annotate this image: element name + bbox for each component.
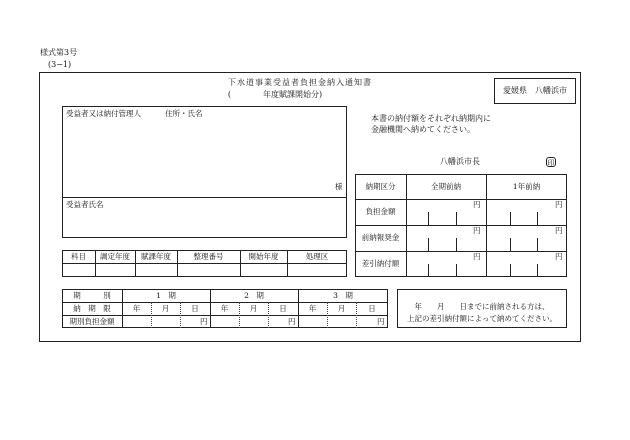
date-month: 月 [161, 304, 170, 313]
notice-line-2: 金融機関へ納めてください。 [371, 125, 475, 134]
yen-unit: 円 [555, 226, 563, 235]
installments-due-label: 納 期 限 [73, 304, 111, 313]
yen-unit: 円 [473, 200, 481, 209]
date-year: 年 [132, 304, 141, 313]
date-day: 日 [279, 304, 287, 313]
footer-note-line-2: 上記の差引納付額によって納めてください。 [407, 314, 557, 323]
form-title-sub: ( 年度賦課開始分) [227, 90, 323, 99]
installment-period-3: 3 期 [333, 291, 353, 300]
date-year: 年 [220, 304, 229, 313]
yen-unit: 円 [555, 200, 563, 209]
payment-col-header: 納期区分 [365, 182, 396, 191]
codes-header-start-year: 開始年度 [248, 252, 279, 261]
beneficiary-label: 受益者氏名 [66, 200, 104, 209]
date-year: 年 [308, 304, 317, 313]
yen-unit: 円 [377, 317, 385, 326]
form-number: 様式第3号 [40, 48, 78, 57]
date-month: 月 [249, 304, 258, 313]
payment-row-reward: 前納報奨金 [361, 233, 400, 242]
payer-honorific: 様 [335, 182, 343, 191]
installment-period-1: 1 期 [156, 291, 176, 300]
payment-col-full-prepay: 全期前納 [431, 182, 461, 191]
codes-header-district: 処理区 [305, 252, 329, 261]
yen-unit: 円 [473, 252, 481, 261]
mayor-name: 八幡浜市長 [440, 157, 480, 166]
mayor-seal: 印 [547, 159, 555, 167]
payment-row-charge: 負担金額 [365, 207, 396, 216]
footer-note-line-1: 年 月 日までに前納される方は、 [414, 302, 550, 311]
codes-header-levy-year: 賦課年度 [141, 252, 171, 261]
payment-row-net: 差引納付額 [361, 259, 400, 268]
codes-header-subject: 科目 [71, 252, 86, 261]
notice-line-1: 本書の納付額をそれぞれ納期内に [371, 114, 491, 123]
installments-amount-label: 期別負担金額 [69, 317, 115, 326]
yen-unit: 円 [555, 252, 563, 261]
yen-unit: 円 [473, 226, 481, 235]
issuer-name: 愛媛県 八幡浜市 [503, 86, 567, 95]
date-day: 日 [368, 304, 376, 313]
codes-header-adjust-year: 調定年度 [100, 252, 130, 261]
codes-header-ref-number: 整理番号 [193, 252, 224, 261]
yen-unit: 円 [200, 317, 208, 326]
yen-unit: 円 [288, 317, 296, 326]
date-day: 日 [191, 304, 199, 313]
form-sub-number: (3−1) [48, 60, 72, 69]
payer-address-label: 住所・氏名 [165, 109, 203, 118]
date-month: 月 [337, 304, 346, 313]
installments-period-label: 期 別 [73, 291, 111, 300]
payer-box [62, 106, 347, 238]
payment-col-year-prepay: 1年前納 [512, 182, 541, 191]
payer-label: 受益者又は納付管理人 [66, 109, 141, 118]
form-title: 下水道事業受益者負担金納入通知書 [228, 78, 372, 87]
installment-period-2: 2 期 [244, 291, 264, 300]
